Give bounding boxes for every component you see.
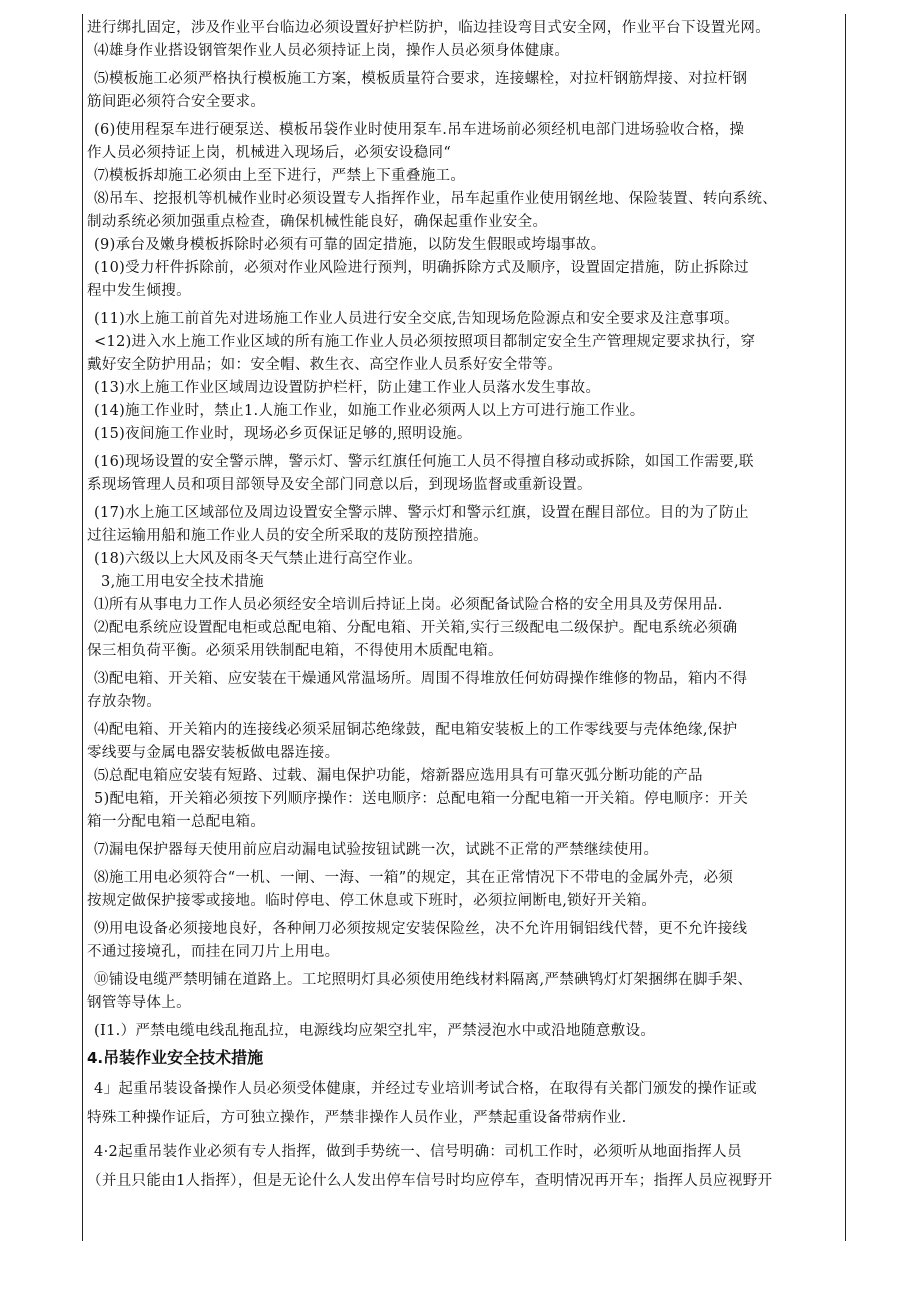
text-line: ⑷配电箱、开关箱内的连接线必须采屈铜芯绝缘鼓，配电箱安装板上的工作零线要与壳体绝缘,保护 <box>94 722 738 738</box>
text-line: 保三相负荷平衡。必须采用铁制配电箱，不得使用木质配电箱。 <box>87 643 503 659</box>
text-line: 过往运输用船和施工作业人员的安全所采取的芨防预控措施。 <box>87 528 488 544</box>
text-line: ⑵配电系统应设置配电柜或总配电箱、分配电箱、开关箱,实行三级配电二级保护。配电系统必须确 <box>94 620 738 636</box>
text-line: 钢管等导体上。 <box>87 995 191 1011</box>
text-line: (18)六级以上大风及雨冬天气禁止进行高空作业。 <box>94 551 423 567</box>
text-line: <12)进入水上施工作业区域的所有施工作业人员必须按照项目都制定安全生产管理规定要求执行，穿 <box>94 334 756 350</box>
text-line: ⑶配电箱、开关箱、应安装在干燥通风常温场所。周围不得堆放任何妨碍操作维修的物品，箱内不得 <box>94 671 748 687</box>
text-line: (15)夜间施工作业时，现场必乡页保证足够的,照明设施。 <box>94 426 472 442</box>
text-line: (14)施工作业时，禁止1.人施工作业，如施工作业必须两人以上方可进行施工作业。 <box>94 403 645 419</box>
text-line: 5)配电箱，开关箱必须按下列顺序操作：送电顺序：总配电箱一分配电箱一开关箱。停电顺序：开关 <box>94 791 749 807</box>
text-line: ⑴所有从事电力工作人员必须经安全培训后持证上岗。必须配备试险合格的安全用具及劳保用品. <box>94 597 723 613</box>
section-heading <box>87 1045 839 1071</box>
text-line: 作人员必须持证上岗，机械进入现场后，必须安设稳同“ <box>87 145 452 161</box>
text-line: 系现场管理人员和项目部领导及安全部门同意以后，到现场监督或重新设置。 <box>87 477 592 493</box>
text-line: ⑺模板拆却施工必须由上至下进行，严禁上下重叠施工。 <box>94 168 466 184</box>
text-line: 存放杂物。 <box>87 694 162 710</box>
text-line: (6)使用程泵车进行硬泵送、模板吊袋作业时使用泵车.吊车进场前必须经机电部门进场验收合格，操 <box>94 122 745 138</box>
text-line: ⑻吊车、挖报机等机械作业时必须设置专人指挥作业，吊车起重作业使用钢丝地、保险装置、转向系统、 <box>94 191 778 207</box>
text-line: 特殊工种操作证后，方可独立操作，严禁非操作人员作业，严禁起重设备带病作业. <box>87 1110 627 1126</box>
text-line: (9)承台及嫩身模板拆除时必须有可靠的固定措施，以防发生假眼或垮塌事故。 <box>94 237 606 253</box>
text-line: 戴好安全防护用品；如：安全帽、救生衣、高空作业人员系好安全带等。 <box>87 357 563 373</box>
text-line: 4」起重吊装设备操作人员必须受体健康，并经过专业培训考试合格，在取得有关都门颁发的操作证或 <box>94 1081 757 1097</box>
text-line: 制动系统必须加强重点检查，确保机械性能良好，确保起重作业安全。 <box>87 214 548 230</box>
text-line: (16)现场设置的安全警示牌，警示灯、警示红旗任何施工人员不得擅自移动或拆除，如国工作需要,联 <box>94 454 754 470</box>
text-line: (17)水上施工区域部位及周边设置安全警示牌、警示灯和警示红旗，设置在醒目部位。目的为了防止 <box>94 505 749 521</box>
text-line: 零线要与金属电器安装板做电器连接。 <box>87 745 340 761</box>
text-line: 进行绑扎固定，涉及作业平台临边必须设置好护栏防护，临边挂设弯目式安全网，作业平台下设置光网。 <box>87 20 771 36</box>
text-line: 程中发生倾搜。 <box>87 283 191 299</box>
text-line: 4·2起重吊装作业必须有专人指挥，做到手势统一、信号明确：司机工作时，必须听从地面指挥人员 <box>94 1144 742 1160</box>
text-line: (11)水上施工前首先对进场施工作业人员进行安全交底,告知现场危险源点和安全要求及注意事项。 <box>94 311 739 327</box>
text-line: ⑸模板施工必须严格执行模板施工方案，模板质量符合要求，连接螺栓，对拉杆钢筋焊接、对拉杆钢 <box>94 71 748 87</box>
section-heading-text: 吊装作业安全技术措施 <box>103 1048 264 1067</box>
section-title: 3,施工用电安全技术措施 <box>101 574 265 590</box>
text-line: (10)受力杆件拆除前，必须对作业风险进行预判，明确拆除方式及顺序，设置固定措施，防止拆除过 <box>94 260 749 276</box>
text-line: ⑼用电设备必须接地良好，各种闸刀必须按规定安装保险丝，决不允许用铜铝线代替，更不允许接线 <box>94 921 748 937</box>
text-line: ⑺漏电保护器每天使用前应启动漏电试验按钮试跳一次，试跳不正常的严禁继续使用。 <box>94 842 659 858</box>
text-line: 按规定做保护接零或接地。临时停电、停工休息或下班时，必须拉闸断电,锁好开关箱。 <box>87 893 657 909</box>
text-line: ⑷雄身作业搭设钢管架作业人员必须持证上岗，操作人员必须身体健康。 <box>94 43 570 59</box>
text-line: 不通过接境孔，而挂在同刀片上用电。 <box>87 944 340 960</box>
section-number: 4. <box>87 1049 104 1067</box>
document-body <box>87 17 839 1196</box>
text-line: ⑻施工用电必须符合“一机、一闸、一海、一箱”的规定，其在正常情况下不带电的金属外壳，必须 <box>94 870 734 886</box>
text-line: 筋间距必须符合安全要求。 <box>87 94 266 110</box>
text-line: (13)水上施工作业区域周边设置防护栏杆，防止建工作业人员落水发生事故。 <box>94 380 601 396</box>
text-line: 箱一分配电箱一总配电箱。 <box>87 814 266 830</box>
text-line: ⑸总配电箱应安装有短路、过载、漏电保护功能，熔新器应选用具有可靠灭弧分断功能的产品 <box>94 768 703 784</box>
text-line: (I1.）严禁电缆电线乱拖乱拉，电源线均应架空扎牢，严禁浸泡水中或沿地随意敷设。 <box>94 1023 656 1039</box>
text-line: （并且只能由1人指挥），但是无论什么人发出停车信号时均应停车，查明情况再开车；指挥人员应视野开 <box>87 1173 773 1189</box>
text-line: ⑩铺设电缆严禁明铺在道路上。工坨照明灯具必须使用绝线材料隔离,严禁碘鸨灯灯架捆绑在脚手架、 <box>94 972 753 988</box>
